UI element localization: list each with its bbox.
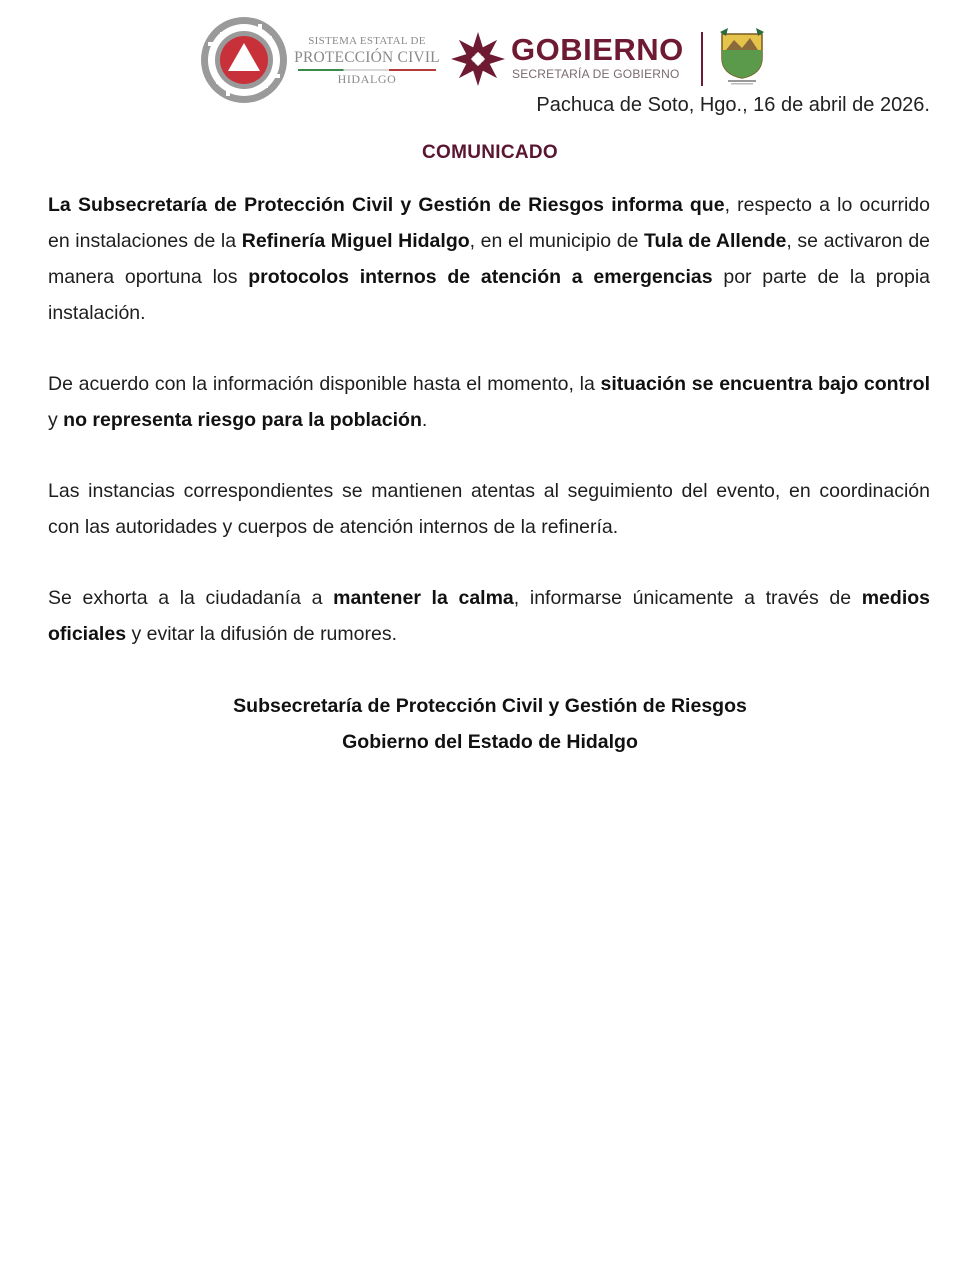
paragraph-2 [48,366,930,438]
p2-text-3: . [421,409,428,431]
p1-bold-3: Tula de Allende [644,230,787,252]
p1-bold-2: Refinería Miguel Hidalgo [241,230,470,252]
p3-text-1: Las instancias correspondientes se mantienen atentas al seguimiento del evento, en coordinación con las autoridades y cuerpos de atención internos de la refinería. [48,480,930,538]
signature-block [0,688,980,760]
paragraph-3 [48,473,930,545]
gobierno-flower-icon [449,30,507,88]
p2-bold-1: situación se encuentra bajo control [600,373,930,395]
pc-line-1: SISTEMA ESTATAL DE [308,35,426,47]
signature-line-2: Gobierno del Estado de Hidalgo [342,731,638,753]
p1-bold-1: La Subsecretaría de Protección Civil y Gestión de Riesgos informa que [48,194,725,216]
p1-text-2: , en el municipio de [469,230,645,252]
logo-divider [701,32,703,86]
proteccion-civil-seal-icon [198,14,290,106]
hidalgo-coat-of-arms-icon [716,26,768,86]
p1-text-4: por parte de la propia instalación. [48,266,930,324]
pc-line-2: PROTECCIÓN CIVIL [294,49,440,66]
p2-text-2: y [48,409,64,431]
pc-line-3: HIDALGO [337,71,397,86]
p2-bold-2: no representa riesgo para la población [63,409,422,431]
gobierno-title: GOBIERNO [511,32,684,67]
letterhead [0,0,980,100]
p1-bold-4: protocolos internos de atención a emergencias [248,266,713,288]
p1-text-3: , se activaron de manera oportuna los [48,230,931,288]
p4-text-3: y evitar la difusión de rumores. [126,623,397,645]
paragraph-1 [48,187,930,331]
proteccion-civil-wordmark [294,36,440,85]
tricolor-rule [298,69,436,71]
document-title: COMUNICADO [422,142,558,163]
p2-text-1: De acuerdo con la información disponible hasta el momento, la [48,373,601,395]
p4-bold-1: mantener la calma [333,587,514,609]
p4-text-1: Se exhorta a la ciudadanía a [48,587,334,609]
paragraph-4 [48,580,930,652]
document-body [48,187,930,687]
p1-text-1: , respecto a lo ocurrido en instalaciones de la [48,194,930,252]
document-date: Pachuca de Soto, Hgo., 16 de abril de 2026. [536,94,930,116]
p4-bold-2: medios oficiales [48,587,930,645]
secretaria-subtitle: SECRETARÍA DE GOBIERNO [512,67,680,81]
p4-text-2: , informarse únicamente a través de [513,587,862,609]
signature-line-1: Subsecretaría de Protección Civil y Gestión de Riesgos [233,695,747,717]
